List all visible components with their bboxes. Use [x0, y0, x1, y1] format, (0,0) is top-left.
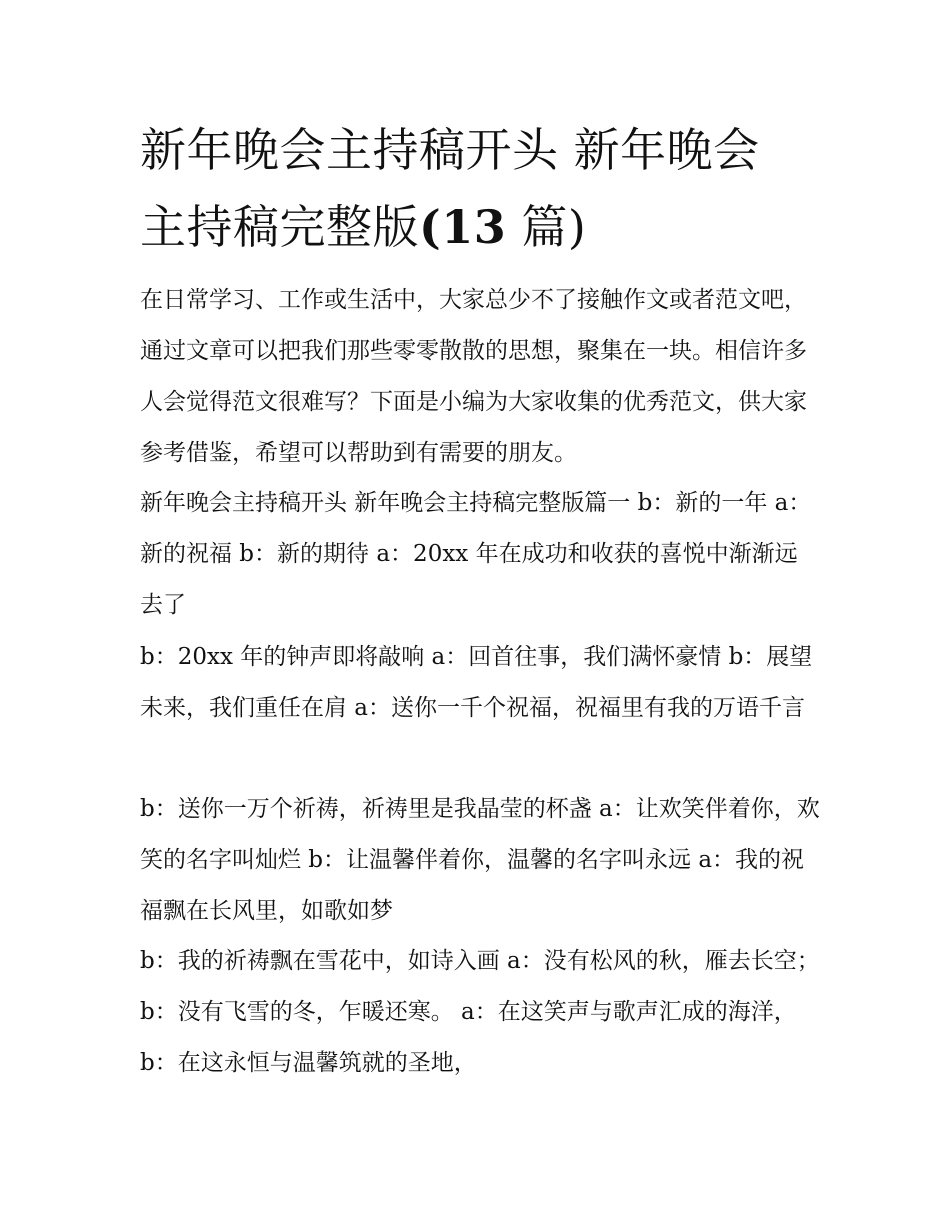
title-line-2-number: (13 — [419, 200, 507, 254]
paragraph-intro: 在日常学习、工作或生活中，大家总少不了接触作文或者范文吧，通过文章可以把我们那些零零散散的思想，聚集在一块。相信许多人会觉得范文很难写？下面是小编为大家收集的优秀范文，供大家参考借鉴，希望可以帮助到有需要的朋友。 — [140, 287, 807, 466]
paragraph-dialogue-3: b：送你一万个祈祷，祈祷里是我晶莹的杯盏 a：让欢笑伴着你，欢笑的名字叫灿烂 b：让温馨伴着你，温馨的名字叫永远 a：我的祝福飘在长风里，如歌如梦 — [140, 796, 820, 924]
document-title — [140, 112, 820, 266]
paragraph-dialogue-1: 新年晚会主持稿开头 新年晚会主持稿完整版篇一 b：新的一年 a：新的祝福 b：新的期待 a：20xx 年在成功和收获的喜悦中渐渐远去了 — [140, 490, 812, 618]
paragraph-dialogue-4: b：我的祈祷飘在雪花中，如诗入画 a：没有松风的秋，雁去长空； b：没有飞雪的冬，乍暖还寒。 a：在这笑声与歌声汇成的海洋， b：在这永恒与温馨筑就的圣地， — [140, 948, 820, 1076]
paragraph-dialogue-2: b：20xx 年的钟声即将敲响 a：回首往事，我们满怀豪情 b：展望未来，我们重任在肩 a：送你一千个祝福，祝福里有我的万语千言 — [140, 644, 813, 721]
title-line-2-suffix: 篇) — [506, 200, 587, 254]
title-line-1: 新年晚会主持稿开头 新年晚会 — [140, 123, 760, 177]
title-line-2-prefix: 主持稿完整版 — [140, 200, 419, 254]
